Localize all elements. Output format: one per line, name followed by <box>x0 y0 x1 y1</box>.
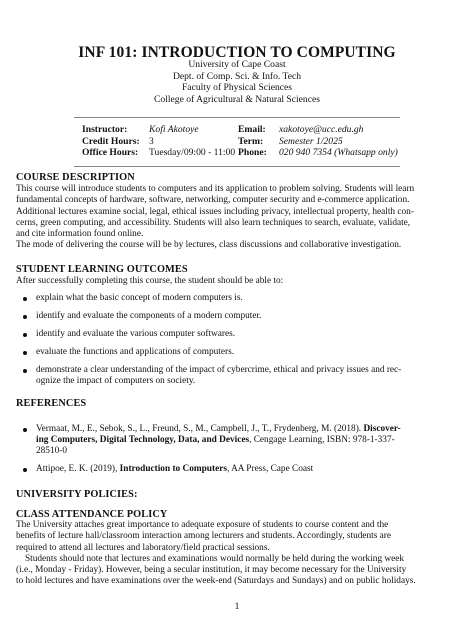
info-divider <box>74 166 400 167</box>
attendance-heading: CLASS ATTENDANCE POLICY <box>16 509 168 520</box>
bullet-icon <box>23 297 27 301</box>
policies-heading: UNIVERSITY POLICIES: <box>16 489 138 500</box>
instructor-value: Kofi Akotoye <box>149 124 199 135</box>
bullet-icon <box>23 428 27 432</box>
university-name: University of Cape Coast <box>188 59 286 70</box>
credit-value: 3 <box>149 135 154 147</box>
bullet-icon <box>23 351 27 355</box>
policy-line: The University attaches great importance to adequate exposure of students to course content and the <box>16 520 389 530</box>
top-divider <box>74 117 400 118</box>
email-label: Email: <box>238 124 266 135</box>
office-hours-label: Office Hours: <box>82 147 139 159</box>
reference-item: Attipoe, E. K. (2019), Introduction to Computers, AA Press, Cape Coast <box>36 464 460 475</box>
outcome-item: identify and evaluate the various computer softwares. <box>36 329 460 340</box>
outcomes-intro: After successfully completing this course, the student should be able to: <box>16 276 284 286</box>
bullet-icon <box>23 315 27 319</box>
info-row-instructor <box>82 124 398 136</box>
term-value: Semester 1/2025 <box>279 135 343 147</box>
policy-line: to hold lectures and have examinations over the week-end (Saturdays and Sundays) and on public holidays. <box>16 576 416 587</box>
reference-item: Vermaat, M., E., Sebok, S., L., Freund, S., M., Campbell, J., T., Frydenberg, M. (2018). Discover- ing Computers, Digital Technology, Data, and Devices, Cengage Learning, ISBN: 978-1-337- 28510-0 <box>36 424 460 458</box>
description-line: and cite information found online. <box>16 229 144 239</box>
instructor-label: Instructor: <box>82 124 128 135</box>
department-name: Dept. of Comp. Sci. & Info. Tech <box>172 70 302 82</box>
outcome-item: identify and evaluate the components of a modern computer. <box>36 311 460 322</box>
outcome-item: explain what the basic concept of modern computers is. <box>36 293 460 304</box>
institution-block <box>0 59 474 105</box>
info-row-credit <box>82 136 398 148</box>
office-hours-value: Tuesday/09:00 - 11:00 <box>149 147 236 159</box>
email-value[interactable]: xakotoye@ucc.edu.gh <box>279 124 364 135</box>
outcome-item: evaluate the functions and applications of computers. <box>36 347 460 358</box>
policy-line: benefits of lecture hall/classroom interaction among lecturers and students. Accordingly, students are <box>16 531 392 542</box>
description-heading: COURSE DESCRIPTION <box>16 172 135 183</box>
outcomes-heading: STUDENT LEARNING OUTCOMES <box>16 264 188 275</box>
description-line: This course will introduce students to computers and its application to problem solving. Students will learn <box>16 184 415 194</box>
page-number: 1 <box>234 601 240 612</box>
course-title: INF 101: INTRODUCTION TO COMPUTING <box>78 44 396 61</box>
college-name: College of Agricultural & Natural Sciences <box>154 93 320 105</box>
outcome-item: demonstrate a clear understanding of the impact of cybercrime, ethical and privacy issues and rec- ognize the impact of computers on society. <box>36 365 460 387</box>
description-line: fundamental concepts of hardware, software, networking, computer security and e-commerce application. <box>16 195 410 206</box>
bullet-icon <box>23 333 27 337</box>
policy-line: Students should note that lectures and examinations would normally be held during the working week <box>25 553 405 564</box>
policy-line: required to attend all lectures and laboratory/field practical sessions. <box>16 542 270 553</box>
description-line: Additional lectures examine social, legal, ethical issues including privacy, intellectual property, health con- <box>16 206 414 217</box>
faculty-name: Faculty of Physical Sciences <box>181 82 293 93</box>
bullet-icon <box>23 369 27 373</box>
credit-label: Credit Hours: <box>82 135 140 147</box>
course-info-table <box>82 124 398 159</box>
policy-line: (i.e., Monday - Friday). However, being a secular institution, it may become necessary for the University <box>16 565 407 575</box>
description-line: The mode of delivering the course will be by lectures, class discussions and collaborative investigation. <box>16 240 402 251</box>
phone-value: 020 940 7354 (Whatsapp only) <box>279 147 398 159</box>
bullet-icon <box>23 468 27 472</box>
references-heading: REFERENCES <box>16 398 87 409</box>
attendance-text <box>16 520 458 588</box>
description-text <box>16 184 458 252</box>
description-line: cerns, green computing, and accessibility. Students will also learn techniques to search, evaluate, validate, <box>16 217 411 228</box>
phone-label: Phone: <box>238 147 267 159</box>
info-row-office <box>82 147 398 159</box>
term-label: Term: <box>238 135 264 147</box>
